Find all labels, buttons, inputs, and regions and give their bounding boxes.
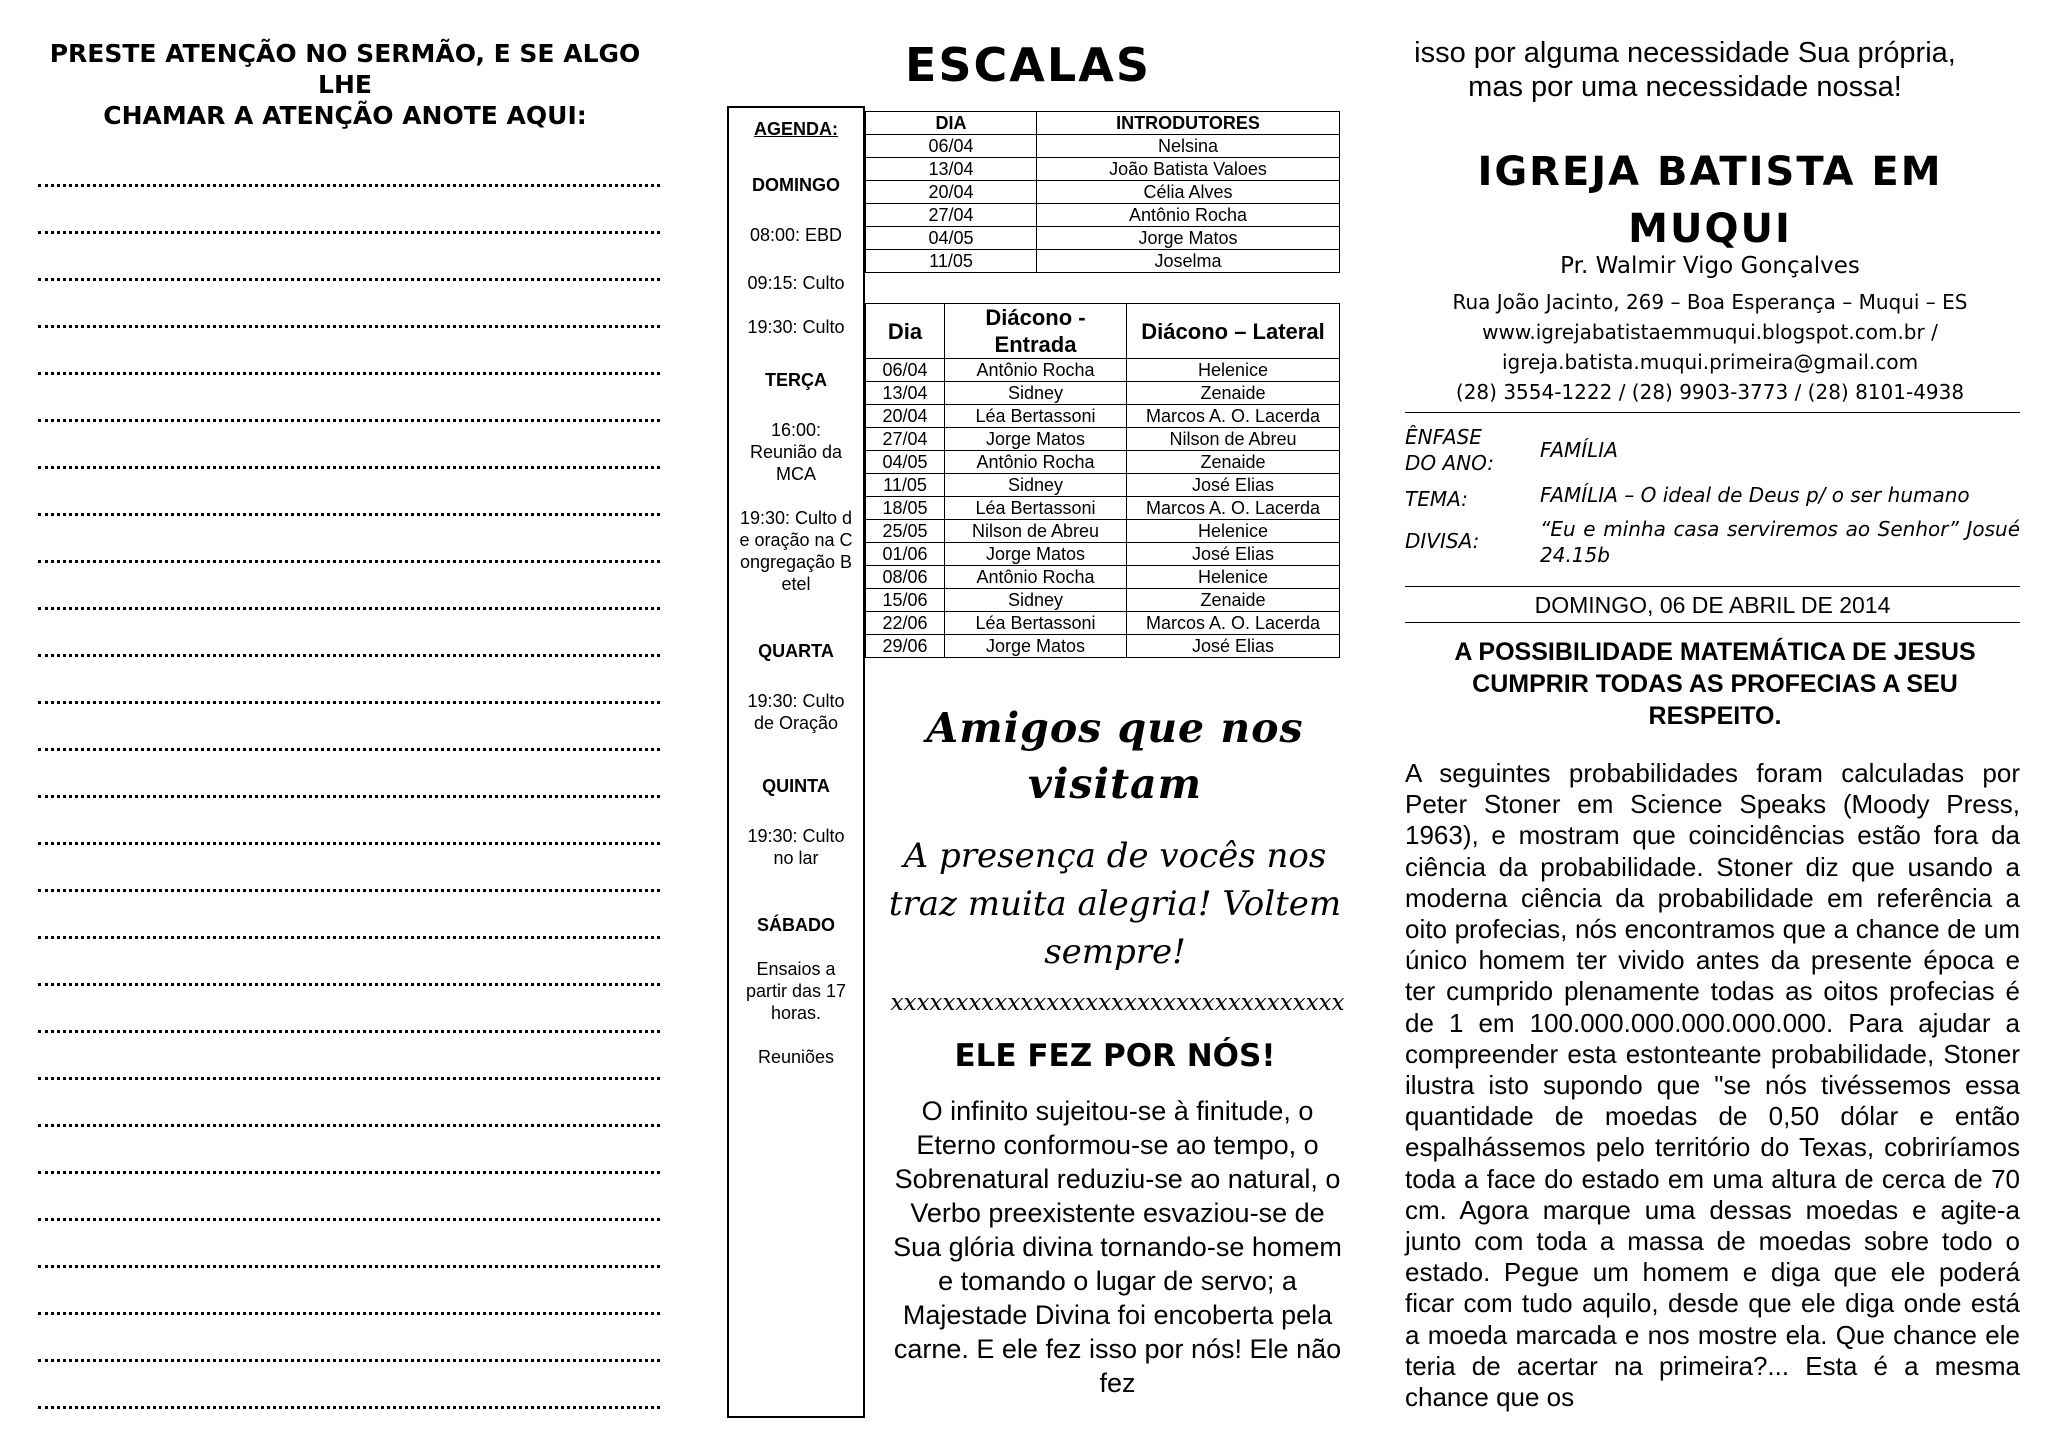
- note-line[interactable]: [30, 281, 660, 328]
- row-date: 06/04: [866, 135, 1037, 158]
- introducer-name: Nelsina: [1037, 135, 1340, 158]
- deacon-side: Nilson de Abreu: [1127, 428, 1340, 451]
- introducer-name: Jorge Matos: [1037, 227, 1340, 250]
- agenda-day-saturday: SÁBADO: [756, 915, 835, 935]
- church-email: igreja.batista.muqui.primeira@gmail.com: [1501, 350, 1919, 374]
- introducer-name: Joselma: [1037, 250, 1340, 273]
- church-phones: (28) 3554-1222 / (28) 9903-3773 / (28) 8101-4938: [1455, 380, 1965, 404]
- divider-line: [1405, 412, 2020, 413]
- agenda-entry: 19:30: Culto de Oração: [747, 691, 845, 733]
- agenda-entry: Ensaios a partir das 17 horas.: [745, 959, 847, 1023]
- emphasis-motto-value: “Eu e minha casa serviremos ao Senhor” Josué 24.15b: [1540, 517, 2020, 567]
- church-name: IGREJA BATISTA EM MUQUI: [1477, 149, 1943, 252]
- row-date: 04/05: [866, 227, 1037, 250]
- deacon-side: Marcos A. O. Lacerda: [1127, 612, 1340, 635]
- table-row: [866, 451, 1340, 474]
- note-line[interactable]: [30, 516, 660, 563]
- deacon-entrance: Léa Bertassoni: [945, 405, 1127, 428]
- note-line[interactable]: [30, 845, 660, 892]
- row-date: 04/05: [866, 451, 945, 474]
- he-did-title: ELE FEZ POR NÓS!: [954, 1038, 1276, 1074]
- note-line[interactable]: [30, 657, 660, 704]
- deacons-table: [865, 303, 1340, 658]
- row-date: 20/04: [866, 405, 945, 428]
- deacon-side: Zenaide: [1127, 589, 1340, 612]
- note-line[interactable]: [30, 1268, 660, 1315]
- note-line[interactable]: [30, 140, 660, 187]
- deacons-header-entrance: Diácono - Entrada: [945, 304, 1127, 359]
- deacon-entrance: Jorge Matos: [945, 635, 1127, 658]
- divider-line: [1405, 586, 2020, 587]
- agenda-entry: Reuniões: [757, 1047, 835, 1067]
- deacon-entrance: Antônio Rocha: [945, 566, 1127, 589]
- deacon-side: Zenaide: [1127, 451, 1340, 474]
- note-line[interactable]: [30, 751, 660, 798]
- agenda-box: [727, 106, 865, 1418]
- agenda-entry: 16:00: Reunião da MCA: [749, 420, 843, 484]
- agenda-entry: 19:30: Culto: [747, 317, 845, 337]
- agenda-day-wednesday: QUARTA: [758, 641, 834, 661]
- deacon-side: José Elias: [1127, 543, 1340, 566]
- deacon-side: José Elias: [1127, 474, 1340, 497]
- note-line[interactable]: [30, 422, 660, 469]
- article-title: A POSSIBILIDADE MATEMÁTICA DE JESUS CUMPRIR TODAS AS PROFECIAS A SEU RESPEITO.: [1454, 638, 1976, 730]
- church-address: Rua João Jacinto, 269 – Boa Esperança – Muqui – ES: [1452, 290, 1968, 314]
- table-row: [866, 589, 1340, 612]
- church-website: www.igrejabatistaemmuqui.blogspot.com.br /: [1482, 320, 1938, 344]
- agenda-day-thursday: QUINTA: [762, 776, 830, 796]
- deacons-header-day: Dia: [866, 304, 945, 359]
- deacon-entrance: Sidney: [945, 589, 1127, 612]
- deacon-side: Marcos A. O. Lacerda: [1127, 405, 1340, 428]
- deacon-side: Helenice: [1127, 359, 1340, 382]
- emphasis-year-value: FAMÍLIA: [1540, 438, 1618, 462]
- notes-section: [30, 38, 660, 131]
- row-date: 01/06: [866, 543, 945, 566]
- row-date: 27/04: [866, 204, 1037, 227]
- note-line[interactable]: [30, 1221, 660, 1268]
- table-row: [866, 359, 1340, 382]
- agenda-header: AGENDA:: [754, 119, 838, 139]
- row-date: 29/06: [866, 635, 945, 658]
- agenda-entry: 19:30: Culto no lar: [747, 826, 845, 868]
- deacon-entrance: Antônio Rocha: [945, 359, 1127, 382]
- table-row: [866, 497, 1340, 520]
- note-line[interactable]: [30, 1033, 660, 1080]
- row-date: 20/04: [866, 181, 1037, 204]
- deacon-side: Zenaide: [1127, 382, 1340, 405]
- he-did-text: O infinito sujeitou-se à finitude, o Eterno conformou-se ao tempo, o Sobrenatural reduziu-se ao natural, o Verbo preexistente esvaziou-se de Sua glória divina tornando-se homem e tomando o lugar de servo; a Majestade Divina foi encoberta pela carne. E ele fez isso por nós! Ele não fez: [893, 1096, 1342, 1398]
- agenda-day-tuesday: TERÇA: [765, 370, 827, 390]
- note-line[interactable]: [30, 939, 660, 986]
- introducer-name: Antônio Rocha: [1037, 204, 1340, 227]
- deacon-entrance: Sidney: [945, 474, 1127, 497]
- row-date: 25/05: [866, 520, 945, 543]
- row-date: 22/06: [866, 612, 945, 635]
- note-line[interactable]: [30, 187, 660, 234]
- notes-lines: [30, 140, 660, 1409]
- agenda-entry: 09:15: Culto: [747, 273, 845, 293]
- note-line[interactable]: [30, 375, 660, 422]
- agenda-day-sunday: DOMINGO: [752, 175, 840, 195]
- notes-title-line-1: PRESTE ATENÇÃO NO SERMÃO, E SE ALGO LHE: [49, 39, 641, 99]
- row-date: 15/06: [866, 589, 945, 612]
- visitors-title: Amigos que nos visitam: [926, 704, 1304, 808]
- note-line[interactable]: [30, 798, 660, 845]
- emphasis-theme-value: FAMÍLIA – O ideal de Deus p/ o ser humano: [1540, 483, 1970, 507]
- pastor-name: Pr. Walmir Vigo Gonçalves: [1560, 253, 1860, 279]
- row-date: 08/06: [866, 566, 945, 589]
- introducer-name: Célia Alves: [1037, 181, 1340, 204]
- deacon-entrance: Jorge Matos: [945, 428, 1127, 451]
- scales-title: ESCALAS: [905, 38, 1151, 92]
- notes-title: [30, 38, 660, 131]
- deacon-entrance: Antônio Rocha: [945, 451, 1127, 474]
- table-row: [866, 428, 1340, 451]
- agenda-entry: 19:30: Culto de oração na Congregação Betel: [739, 508, 853, 594]
- agenda-entry: 08:00: EBD: [749, 225, 843, 245]
- church-contacts: [1410, 287, 2010, 407]
- note-line[interactable]: [30, 610, 660, 657]
- table-row: [866, 543, 1340, 566]
- note-line[interactable]: [30, 328, 660, 375]
- deacon-entrance: Léa Bertassoni: [945, 497, 1127, 520]
- article-text: A seguintes probabilidades foram calculadas por Peter Stoner em Science Speaks (Moody Press, 1963), e mostram que coincidências estão fora da ciência da probabilidade. Stoner diz que usando a moderna ciência da probabilidade em referência a oito profecias, nós encontramos que a chance de um único homem ter vivido antes da presente época e ter cumprido plenamente todas as oitos profecias é de 1 em 100.000.000.000.000.000. Para ajudar a compreender esta estonteante probabilidade, Stoner ilustra isto supondo que "se nós tivéssemos essa quantidade de moedas de 0,50 dólar e então espalhássemos pelo território do Texas, cobriríamos toda a face do estado em uma altura de cerca de 70 cm. Agora marque uma dessas moedas e agite-a junto com toda a massa de moedas sobre todo o estado. Pegue um homem e diga que ele poderá ficar com tudo aquilo, desde que ele diga onde está a moeda marcada e nos mostre ela. Que chance ele teria de acertar na primeira?... Esta é a mesma chance que os: [1405, 758, 2020, 1413]
- continuation-text: isso por alguma necessidade Sua própria, mas por uma necessidade nossa!: [1414, 37, 1956, 103]
- table-row: [866, 227, 1340, 250]
- row-date: 18/05: [866, 497, 945, 520]
- deacon-entrance: Nilson de Abreu: [945, 520, 1127, 543]
- row-date: 27/04: [866, 428, 945, 451]
- deacon-side: José Elias: [1127, 635, 1340, 658]
- introducer-name: João Batista Valoes: [1037, 158, 1340, 181]
- bulletin-date: DOMINGO, 06 DE ABRIL DE 2014: [1405, 591, 2020, 623]
- visitors-message: A presença de vocês nos traz muita alegria! Voltem sempre!: [888, 836, 1342, 972]
- row-date: 13/04: [866, 158, 1037, 181]
- note-line[interactable]: [30, 1174, 660, 1221]
- emphasis-motto-label: DIVISA:: [1405, 529, 1480, 553]
- table-row: [866, 520, 1340, 543]
- note-line[interactable]: [30, 986, 660, 1033]
- introducers-table: [865, 111, 1340, 273]
- deacon-side: Helenice: [1127, 566, 1340, 589]
- table-row: [866, 135, 1340, 158]
- emphasis-theme-label: TEMA:: [1405, 487, 1468, 511]
- row-date: 11/05: [866, 474, 945, 497]
- note-line[interactable]: [30, 469, 660, 516]
- row-date: 06/04: [866, 359, 945, 382]
- note-line[interactable]: [30, 1362, 660, 1409]
- introducers-header-day: DIA: [866, 112, 1037, 135]
- deacons-header-side: Diácono – Lateral: [1127, 304, 1340, 359]
- deacon-entrance: Jorge Matos: [945, 543, 1127, 566]
- emphasis-year-label: ÊNFASE DO ANO:: [1405, 425, 1494, 475]
- table-row: [866, 566, 1340, 589]
- note-line[interactable]: [30, 704, 660, 751]
- note-line[interactable]: [30, 1127, 660, 1174]
- introducers-header-name: INTRODUTORES: [1037, 112, 1340, 135]
- table-row: [866, 405, 1340, 428]
- table-row: [866, 181, 1340, 204]
- note-line[interactable]: [30, 234, 660, 281]
- row-date: 11/05: [866, 250, 1037, 273]
- table-row: [866, 204, 1340, 227]
- deacon-entrance: Sidney: [945, 382, 1127, 405]
- notes-title-line-2: CHAMAR A ATENÇÃO ANOTE AQUI:: [103, 101, 587, 130]
- table-row: [866, 382, 1340, 405]
- deacon-side: Helenice: [1127, 520, 1340, 543]
- section-divider: xxxxxxxxxxxxxxxxxxxxxxxxxxxxxxxxxxx: [890, 990, 1345, 1016]
- note-line[interactable]: [30, 892, 660, 939]
- table-row: [866, 250, 1340, 273]
- note-line[interactable]: [30, 1080, 660, 1127]
- note-line[interactable]: [30, 563, 660, 610]
- table-row: [866, 158, 1340, 181]
- table-row: [866, 474, 1340, 497]
- table-row: [866, 635, 1340, 658]
- row-date: 13/04: [866, 382, 945, 405]
- note-line[interactable]: [30, 1315, 660, 1362]
- deacon-side: Marcos A. O. Lacerda: [1127, 497, 1340, 520]
- deacon-entrance: Léa Bertassoni: [945, 612, 1127, 635]
- table-row: [866, 612, 1340, 635]
